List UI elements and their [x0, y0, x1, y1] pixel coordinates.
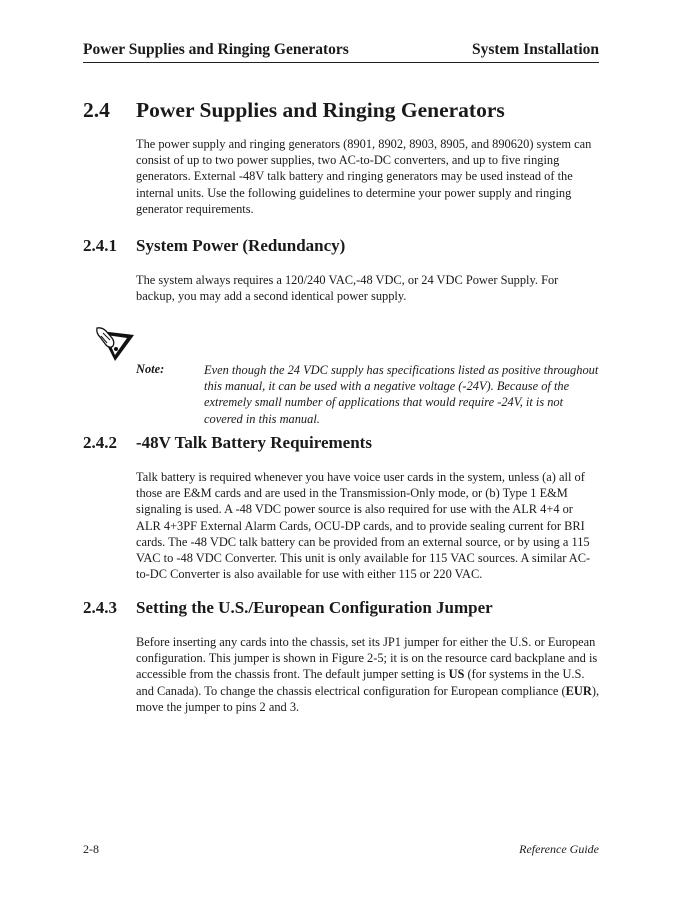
section-title: Power Supplies and Ringing Generators [136, 98, 505, 122]
header-chapter-title: Power Supplies and Ringing Generators [83, 41, 349, 58]
paragraph-text: (for systems in the U.S. and Canada). To change the chassis electrical configuration for European compliance ( [136, 667, 585, 698]
note-label: Note: [136, 362, 165, 376]
section-title: -48V Talk Battery Requirements [136, 433, 372, 452]
european-setting-value: EUR [565, 683, 592, 698]
section-number: 2.4.3 [83, 598, 117, 617]
section-number: 2.4.2 [83, 433, 117, 452]
section-2-4-paragraph: The power supply and ringing generators (8901, 8902, 8903, 8905, and 890620) system can consist of up to two power supplies, two AC-to-DC converters, and up to five ringing generators. External -48V talk battery and ringing generators may be used instead of the internal units. Use the following guidelines to determine your power supply and ringing generator requirements. [136, 137, 592, 216]
section-title: System Power (Redundancy) [136, 236, 346, 255]
paragraph-text: ), move the jumper to pins 2 and 3. [136, 683, 600, 714]
page-number: 2-8 [83, 842, 99, 856]
header-section-title: System Installation [471, 41, 599, 58]
section-2-4-3-heading [83, 598, 493, 618]
default-setting-value: US [448, 667, 465, 682]
section-2-4-heading [83, 98, 505, 123]
note-hand-icon [94, 324, 136, 364]
section-2-4-1-heading [83, 236, 345, 256]
section-number: 2.4.1 [83, 236, 117, 255]
section-number: 2.4 [83, 98, 110, 122]
note-text: Even though the 24 VDC supply has specifications listed as positive throughout this manual, it can be used with a negative voltage (-24V). Because of the extremely small number of applications that would require -24V, it is not covered in this manual. [204, 363, 599, 426]
section-2-4-3-paragraph [136, 634, 600, 715]
section-2-4-1-paragraph: The system always requires a 120/240 VAC,-48 VDC, or 24 VDC Power Supply. For backup, you may add a second identical power supply. [136, 273, 559, 304]
section-2-4-2-heading [83, 433, 372, 453]
guide-name: Reference Guide [519, 842, 599, 856]
paragraph-text: Before inserting any cards into the chassis, set its JP1 jumper for either the U.S. or European configuration. This jumper is shown in Figure 2-5; it is on the resource card backplane and is accessible from the chassis front. The default jumper setting is [136, 635, 598, 682]
section-2-4-2-paragraph: Talk battery is required whenever you have voice user cards in the system, unless (a) all of those are E&M cards and are used in the Transmission-Only mode, or (b) Type 1 E&M signaling is used. A -48 VDC power source is also required for use with the ALR 4+4 or ALR 4+3PF External Alarm Cards, OCU-DP cards, and to provide sealing current for BRI cards. The -48 VDC talk battery can be provided from an external source, or by using a 115 VAC to -48 VDC Converter. This unit is only available for 115 VAC sources. A similar AC-to-DC Converter is also available for use with either 115 or 220 VAC. [136, 470, 591, 582]
section-title: Setting the U.S./European Configuration Jumper [136, 598, 493, 617]
page-header [83, 40, 599, 63]
